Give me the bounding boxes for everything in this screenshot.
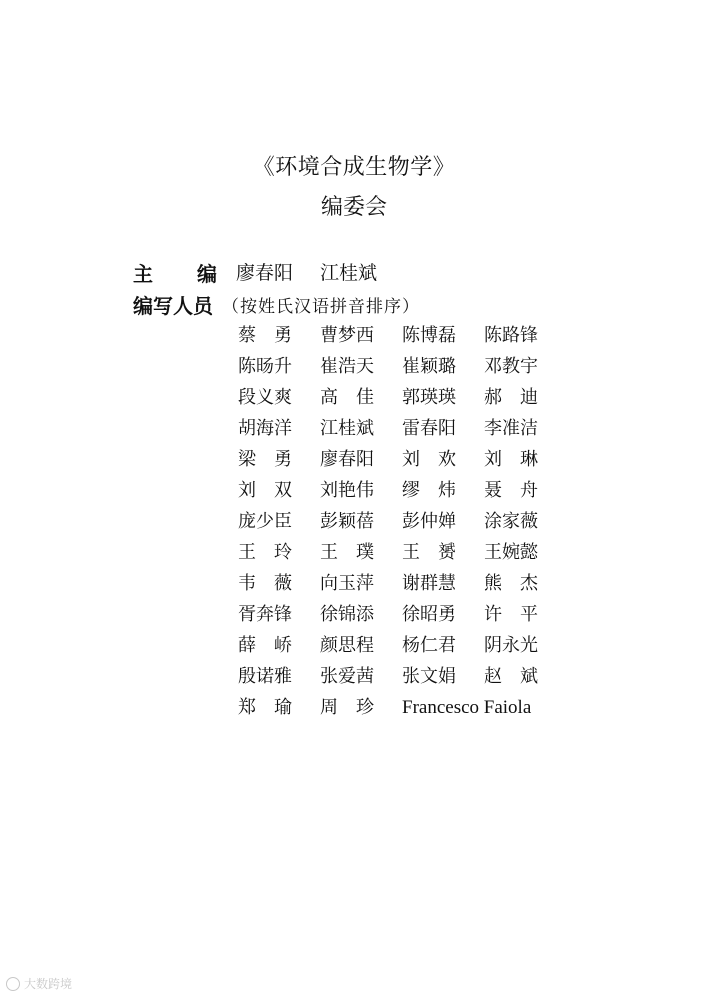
writer-name: 陈路锋 xyxy=(484,325,538,346)
chief-editor-label-char: 主 xyxy=(133,262,153,286)
writer-name: 廖春阳 xyxy=(320,449,374,470)
watermark-logo-icon xyxy=(6,977,20,991)
writers-name-row xyxy=(238,537,566,568)
writers-name-row xyxy=(238,320,566,351)
writers-name-row xyxy=(238,599,566,630)
writer-name: 高 佳 xyxy=(320,387,374,408)
writer-name: 张爱茜 xyxy=(320,666,374,687)
writer-name: 许 平 xyxy=(484,604,538,625)
writer-name: 邓教宇 xyxy=(484,356,538,377)
chief-editor-label xyxy=(133,258,217,287)
writer-name: 徐昭勇 xyxy=(402,604,456,625)
writer-name: 蔡 勇 xyxy=(238,325,292,346)
writer-name: 王 玲 xyxy=(238,542,292,563)
writers-name-row xyxy=(238,413,566,444)
writers-label: 编写人员 xyxy=(133,294,213,318)
writers-name-row xyxy=(238,382,566,413)
writers-name-row xyxy=(238,630,566,661)
chief-editor-name: 江桂斌 xyxy=(320,262,378,284)
writer-name: 涂家薇 xyxy=(484,511,538,532)
writer-name: 江桂斌 xyxy=(320,418,374,439)
writers-name-row xyxy=(238,506,566,537)
chief-editor-name: 廖春阳 xyxy=(236,262,294,284)
writer-name: 郝 迪 xyxy=(484,387,538,408)
writer-name: 郑 瑜 xyxy=(238,697,292,718)
writer-name: 刘 欢 xyxy=(402,449,456,470)
writer-name: 缪 炜 xyxy=(402,480,456,501)
writer-name: 刘 双 xyxy=(238,480,292,501)
writer-name: 阴永光 xyxy=(484,635,538,656)
writer-name: 谢群慧 xyxy=(402,573,456,594)
writers-name-row xyxy=(238,568,566,599)
writer-name: 赵 斌 xyxy=(484,666,538,687)
watermark-text: 大数跨境 xyxy=(24,977,73,991)
committee-title: 编委会 xyxy=(320,195,387,220)
writer-name: 徐锦添 xyxy=(320,604,374,625)
writer-name: 陈旸升 xyxy=(238,356,292,377)
writer-name: 郭瑛瑛 xyxy=(402,387,456,408)
writer-name: 彭仲婵 xyxy=(402,511,456,532)
writer-name: 刘 琳 xyxy=(484,449,538,470)
writer-name: 王 璞 xyxy=(320,542,374,563)
writer-name: 韦 薇 xyxy=(238,573,292,594)
writer-name: 陈博磊 xyxy=(402,325,456,346)
writer-name: 胡海洋 xyxy=(238,418,292,439)
writer-name: 颜思程 xyxy=(320,635,374,656)
writer-name: 向玉萍 xyxy=(320,573,374,594)
writer-name: 雷春阳 xyxy=(402,418,456,439)
writer-name: 王婉懿 xyxy=(484,542,538,563)
writers-name-row xyxy=(238,444,566,475)
writer-name: 彭颖蓓 xyxy=(320,511,374,532)
writers-name-row xyxy=(238,661,566,692)
writer-name: 曹梦西 xyxy=(320,325,374,346)
writer-name: 胥奔锋 xyxy=(238,604,292,625)
writer-name: 李准洁 xyxy=(484,418,538,439)
writers-name-row xyxy=(238,351,566,382)
chief-editor-names xyxy=(236,258,404,285)
writer-name: 王 赟 xyxy=(402,542,456,563)
writer-name: Francesco Faiola xyxy=(402,697,532,718)
writer-name: 殷诺雅 xyxy=(238,666,292,687)
writers-name-grid xyxy=(238,320,566,723)
watermark xyxy=(6,975,72,992)
writers-name-row xyxy=(238,475,566,506)
writers-sort-note: （按姓氏汉语拼音排序） xyxy=(222,297,420,317)
writer-name: 薛 峤 xyxy=(238,635,292,656)
writer-name: 段义爽 xyxy=(238,387,292,408)
writer-name: 崔颖璐 xyxy=(402,356,456,377)
book-title: 《环境合成生物学》 xyxy=(252,155,456,180)
writer-name: 庞少臣 xyxy=(238,511,292,532)
writer-name: 崔浩天 xyxy=(320,356,374,377)
writer-name: 刘艳伟 xyxy=(320,480,374,501)
chief-editor-label-char: 编 xyxy=(197,262,217,286)
writer-name: 周 珍 xyxy=(320,697,374,718)
writers-name-row xyxy=(238,692,566,723)
writer-name: 杨仁君 xyxy=(402,635,456,656)
writer-name: 熊 杰 xyxy=(484,573,538,594)
writer-name: 梁 勇 xyxy=(238,449,292,470)
writer-name: 张文娟 xyxy=(402,666,456,687)
writer-name: 聂 舟 xyxy=(484,480,538,501)
